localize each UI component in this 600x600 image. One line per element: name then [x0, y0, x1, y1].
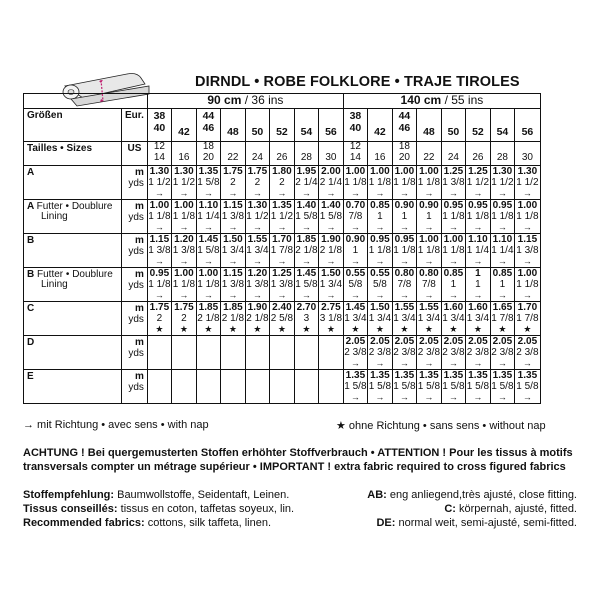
view-row	[24, 268, 541, 302]
yardage-cell: 1.90 2 1/8 ★	[246, 302, 269, 334]
yardage-cell: 1.10 1 1/4 →	[466, 234, 490, 266]
yardage-cell: 1.00 1 1/8 →	[516, 200, 539, 232]
us-size-cell: 18 20	[392, 142, 416, 166]
fit-description-line: C: körpernah, ajusté, fitted.	[444, 503, 577, 515]
yardage-cell	[269, 370, 294, 404]
width-140-header: 140 cm / 55 ins	[343, 94, 540, 109]
view-label: A	[24, 166, 122, 200]
eur-size-cell: 50	[441, 109, 465, 142]
yardage-cell: 1.30 1 1/2 →	[148, 166, 171, 198]
view-row	[24, 302, 541, 336]
eur-size-cell: 56	[514, 109, 540, 142]
sizes-label: Größen	[24, 109, 122, 142]
yardage-cell: 1.65 1 7/8 ★	[491, 302, 514, 334]
yardage-cell: 1.30 1 1/2 →	[172, 166, 196, 198]
yardage-cell: 0.85 1 →	[441, 268, 465, 302]
yardage-cell: 1.75 2 ★	[171, 302, 196, 336]
yardage-cell: 0.95 1 1/8 →	[393, 234, 416, 266]
us-size-cell: 22	[220, 142, 245, 166]
yardage-cell: 1.35 1 5/8 →	[344, 370, 367, 402]
yardage-cell	[245, 370, 269, 404]
view-row	[24, 370, 541, 404]
waist-label: Tailles • Sizes	[24, 142, 122, 166]
yardage-cell: 0.80 7/8 →	[416, 268, 441, 302]
fabric-recommendation-line: Stoffempfehlung: Baumwollstoffe, Seidentaft, Leinen.	[23, 489, 290, 501]
yardage-cell: 1.85 2 1/8 →	[295, 234, 318, 266]
yardage-cell	[245, 336, 269, 370]
yardage-cell: 0.55 5/8 →	[367, 268, 392, 302]
yardage-cell: 1.35 1 5/8 →	[491, 370, 514, 402]
us-size-cell: 16	[367, 142, 392, 166]
yardage-cell: 1.00 1 1/8 →	[197, 268, 220, 300]
yardage-cell: 1.35 1 1/2 →	[270, 200, 294, 232]
yardage-cell: 1.00 1 1/8 →	[516, 268, 539, 300]
yardage-cell: 1.30 1 1/2 →	[246, 200, 269, 232]
yardage-cell: 1.50 1 3/4 →	[221, 234, 245, 266]
yardage-cell: 1.00 1 1/8 →	[442, 234, 465, 266]
view-row	[24, 200, 541, 234]
yardage-cell	[171, 370, 196, 404]
yardage-cell: 1.30 1 1/2 →	[516, 166, 539, 198]
yardage-cell: 0.95 1 1/8 →	[466, 200, 490, 232]
yardage-cell	[220, 370, 245, 404]
unit-cell: m yds	[122, 336, 148, 370]
yardage-cell: 1.35 1 5/8 →	[197, 166, 220, 198]
yardage-cell: 1.35 1 5/8 →	[417, 370, 441, 402]
yardage-cell: 1.25 1 3/8 →	[270, 268, 294, 300]
yardage-cell: 2.05 2 3/8 →	[491, 336, 514, 368]
yardage-cell: 0.90 1 →	[343, 234, 367, 268]
fabric-recommendation-line: Tissus conseillés: tissus en coton, taffetas soyeux, lin.	[23, 503, 295, 515]
view-label: E	[24, 370, 122, 404]
yardage-cell: 0.95 1 1/8 →	[148, 268, 171, 300]
us-size-cell: 24	[245, 142, 269, 166]
us-size-cell: 16	[171, 142, 196, 166]
eur-size-cell: 52	[269, 109, 294, 142]
us-size-cell: 22	[416, 142, 441, 166]
eur-size-cell: 54	[294, 109, 318, 142]
yardage-cell: 0.85 1 →	[367, 200, 392, 234]
yardage-cell: 1.25 1 3/8 →	[442, 166, 465, 198]
yardage-cell: 1.00 1 1/8 →	[172, 200, 196, 232]
us-size-cell: 24	[441, 142, 465, 166]
yardage-cell	[294, 370, 318, 404]
unit-cell: m yds	[122, 200, 148, 234]
eur-size-cell: 44 46	[196, 109, 220, 142]
yardage-cell: 1.75 2 ★	[147, 302, 171, 336]
unit-cell: m yds	[122, 370, 148, 404]
yardage-cell	[196, 336, 220, 370]
yardage-cell: 0.95 1 1/8 →	[491, 200, 514, 232]
yardage-cell: 1.00 1 1/8 →	[417, 166, 441, 198]
yardage-cell: 0.80 7/8 →	[392, 268, 416, 302]
us-size-cell: 28	[294, 142, 318, 166]
view-row	[24, 234, 541, 268]
yardage-cell: 1.10 1 1/4 →	[197, 200, 220, 232]
yardage-cell: 0.55 5/8 →	[343, 268, 367, 302]
fabric-recommendation-line: Recommended fabrics: cottons, silk taffeta, linen.	[23, 517, 272, 529]
yardage-cell: 1.00 1 1/8 →	[368, 166, 392, 198]
yardage-cell: 1.20 1 3/8 →	[246, 268, 269, 300]
yardage-cell: 1 1 →	[465, 268, 490, 302]
yardage-cell: 1.40 1 5/8 →	[319, 200, 343, 232]
yardage-cell: 1.00 1 1/8 →	[148, 200, 171, 232]
yardage-cell	[294, 336, 318, 370]
yardage-cell: 1.20 1 3/8 →	[172, 234, 196, 266]
us-label: US	[122, 142, 148, 166]
yardage-cell	[147, 370, 171, 404]
yardage-cell: 1.00 1 1/8 →	[172, 268, 196, 300]
corner-cell	[24, 94, 148, 109]
yardage-cell: 2.70 3 ★	[294, 302, 318, 336]
us-size-cell: 26	[269, 142, 294, 166]
yardage-cell	[147, 336, 171, 370]
yardage-cell: 1.75 2 →	[245, 166, 269, 200]
unit-cell: m yds	[122, 302, 148, 336]
yardage-cell: 1.95 2 1/4 →	[295, 166, 318, 198]
yardage-cell: 1.60 1 3/4 ★	[466, 302, 490, 334]
yardage-cell	[318, 336, 343, 370]
us-size-cell: 12 14	[343, 142, 367, 166]
yardage-cell: 2.05 2 3/8 →	[516, 336, 539, 368]
yardage-cell: 1.40 1 5/8 →	[295, 200, 318, 232]
yardage-cell: 1.35 1 5/8 →	[466, 370, 490, 402]
yardage-cell: 0.90 1 →	[392, 200, 416, 234]
yardage-cell: 1.10 1 1/4 →	[491, 234, 514, 266]
us-size-cell: 18 20	[196, 142, 220, 166]
view-row	[24, 166, 541, 200]
yardage-cell: 1.35 1 5/8 →	[516, 370, 539, 402]
yardage-cell: 1.85 2 1/8 ★	[197, 302, 220, 334]
view-label: B Futter • Doublure Lining	[24, 268, 122, 302]
width-90-header: 90 cm / 36 ins	[147, 94, 343, 109]
yardage-cell: 0.95 1 1/8 →	[442, 200, 465, 232]
view-row	[24, 336, 541, 370]
eur-size-cell: 50	[245, 109, 269, 142]
us-size-cell: 26	[465, 142, 490, 166]
unit-cell: m yds	[122, 268, 148, 302]
us-size-cell: 30	[318, 142, 343, 166]
unit-cell: m yds	[122, 234, 148, 268]
yardage-cell: 1.25 1 1/2 →	[466, 166, 490, 198]
warning-line-1: ACHTUNG ! Bei quergemusterten Stoffen erhöhter Stoffverbrauch • ATTENTION ! Pour les tissus à motifs	[23, 447, 573, 459]
eur-size-cell: 56	[318, 109, 343, 142]
yardage-cell: 2.05 2 3/8 →	[442, 336, 465, 368]
pattern-title: DIRNDL • ROBE FOLKLORE • TRAJE TIROLES	[195, 74, 520, 90]
yardage-cell: 0.70 7/8 →	[343, 200, 367, 234]
yardage-cell: 1.45 1 5/8 →	[295, 268, 318, 300]
yardage-cell	[220, 336, 245, 370]
yardage-cell: 0.95 1 1/8 →	[368, 234, 392, 266]
eur-size-cell: 54	[490, 109, 514, 142]
fabric-requirements-table	[23, 93, 541, 404]
legend-without-nap: ★ ohne Richtung • sans sens • without nap	[336, 420, 546, 432]
warning-line-2: transversals compter un métrage supérieur • IMPORTANT ! extra fabric required to cross figured fabrics	[23, 461, 566, 473]
yardage-cell: 1.35 1 5/8 →	[393, 370, 416, 402]
yardage-cell: 1.80 2 →	[269, 166, 294, 200]
unit-cell: m yds	[122, 166, 148, 200]
yardage-cell: 1.00 1 1/8 →	[417, 234, 441, 266]
yardage-cell: 1.85 2 1/8 ★	[221, 302, 245, 334]
yardage-cell: 1.75 2 →	[220, 166, 245, 200]
yardage-cell: 1.15 1 3/8 →	[148, 234, 171, 266]
yardage-cell: 1.15 1 3/8 →	[221, 268, 245, 300]
legend-with-nap: → mit Richtung • avec sens • with nap	[23, 419, 209, 431]
yardage-cell: 1.35 1 5/8 →	[442, 370, 465, 402]
yardage-cell: 2.75 3 1/8 ★	[319, 302, 343, 334]
yardage-cell: 1.55 1 3/4 ★	[417, 302, 441, 334]
eur-size-cell: 42	[171, 109, 196, 142]
yardage-cell	[318, 370, 343, 404]
yardage-cell: 1.70 1 7/8 ★	[516, 302, 539, 334]
eur-size-cell: 38 40	[147, 109, 171, 142]
yardage-cell: 1.15 1 3/8 →	[221, 200, 245, 232]
yardage-cell: 1.00 1 1/8 →	[344, 166, 367, 198]
yardage-cell: 2.40 2 5/8 ★	[270, 302, 294, 334]
eur-size-cell: 52	[465, 109, 490, 142]
yardage-cell: 0.90 1 →	[416, 200, 441, 234]
yardage-cell: 1.60 1 3/4 ★	[442, 302, 465, 334]
fit-description-line: AB: eng anliegend,très ajusté, close fitting.	[367, 489, 577, 501]
yardage-cell: 1.50 1 3/4 ★	[368, 302, 392, 334]
eur-label: Eur.	[122, 109, 148, 142]
yardage-cell: 2.00 2 1/4 →	[319, 166, 343, 198]
eur-size-cell: 44 46	[392, 109, 416, 142]
yardage-cell: 1.30 1 1/2 →	[491, 166, 514, 198]
yardage-cell	[196, 370, 220, 404]
yardage-cell: 0.85 1 →	[490, 268, 514, 302]
eur-size-cell: 48	[416, 109, 441, 142]
yardage-cell: 2.05 2 3/8 →	[344, 336, 367, 368]
yardage-cell	[269, 336, 294, 370]
us-size-cell: 12 14	[147, 142, 171, 166]
eur-size-cell: 48	[220, 109, 245, 142]
yardage-cell: 2.05 2 3/8 →	[466, 336, 490, 368]
yardage-cell: 1.50 1 3/4 →	[319, 268, 343, 300]
fit-description-line: DE: normal weit, semi-ajusté, semi-fitted.	[376, 517, 577, 529]
us-size-cell: 30	[514, 142, 540, 166]
yardage-cell: 1.00 1 1/8 →	[393, 166, 416, 198]
yardage-cell: 1.35 1 5/8 →	[368, 370, 392, 402]
eur-size-cell: 38 40	[343, 109, 367, 142]
yardage-cell: 2.05 2 3/8 →	[368, 336, 392, 368]
yardage-cell: 1.70 1 7/8 →	[270, 234, 294, 266]
yardage-cell: 1.45 1 5/8 →	[197, 234, 220, 266]
yardage-cell: 1.15 1 3/8 →	[516, 234, 539, 266]
yardage-cell: 2.05 2 3/8 →	[393, 336, 416, 368]
us-size-cell: 28	[490, 142, 514, 166]
yardage-cell: 1.55 1 3/4 ★	[393, 302, 416, 334]
view-label: B	[24, 234, 122, 268]
view-label: A Futter • Doublure Lining	[24, 200, 122, 234]
eur-size-cell: 42	[367, 109, 392, 142]
yardage-cell: 2.05 2 3/8 →	[417, 336, 441, 368]
yardage-cell: 1.55 1 3/4 →	[246, 234, 269, 266]
yardage-cell: 1.90 2 1/8 →	[319, 234, 343, 266]
yardage-cell: 1.45 1 3/4 ★	[344, 302, 367, 334]
yardage-cell	[171, 336, 196, 370]
view-label: C	[24, 302, 122, 336]
view-label: D	[24, 336, 122, 370]
